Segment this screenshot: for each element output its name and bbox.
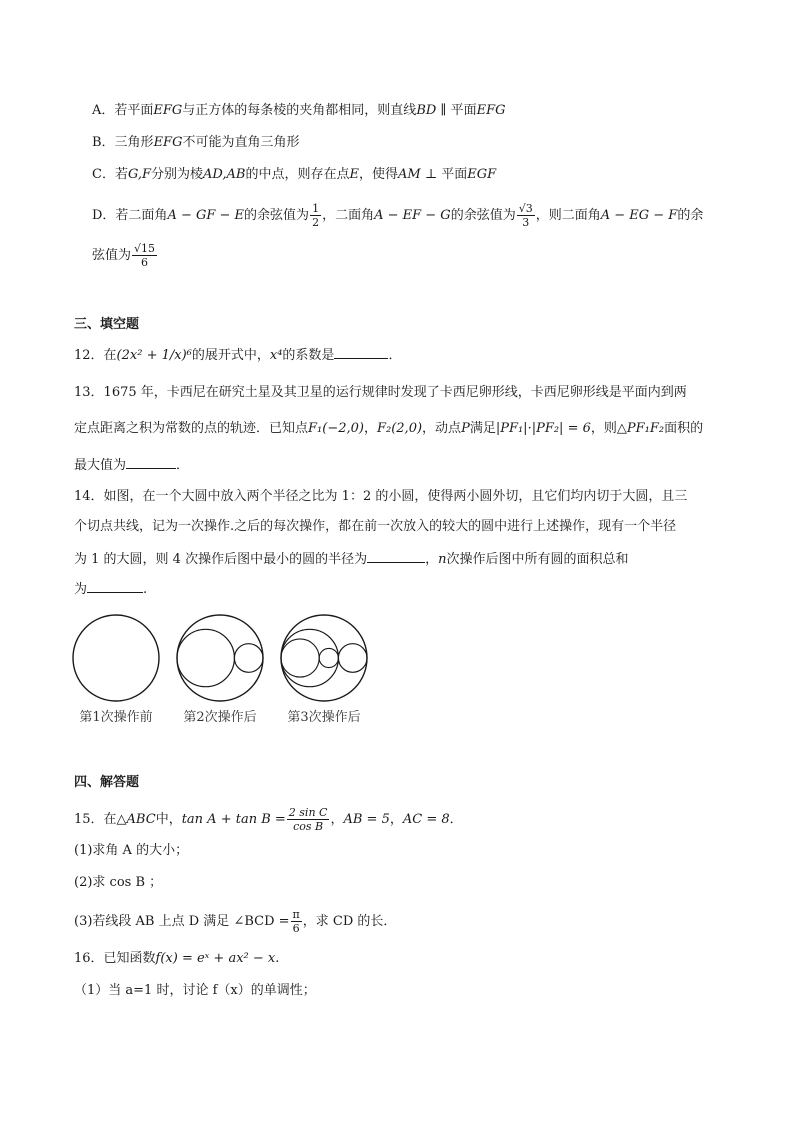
- circle-operations-figure: [70, 612, 390, 712]
- figure3-inner-larger-circle: [281, 639, 319, 677]
- option-d: D．若二面角A − GF − E的余弦值为 $\frac{1}{2}$ ，二面角A − EF − G的余弦值为 $\frac{√3}{3}$ ，则二面角A − EG − F的余: [92, 202, 704, 229]
- fraction-half: $\frac{1}{2}$: [312, 202, 320, 229]
- figure-caption-3: 第3次操作后: [287, 710, 361, 725]
- option-a: A．若平面EFG与正方体的每条棱的夹角都相同，则直线BD ∥ 平面EFG: [92, 103, 506, 118]
- figure2-big-circle: [177, 615, 263, 701]
- question-15-part3: (3)若线段 AB 上点 D 满足 ∠BCD = $\frac{\pi}{6}$ ，求 CD 的长．: [74, 908, 397, 935]
- answer-blank-12[interactable]: [334, 346, 388, 359]
- answer-blank-14b[interactable]: [87, 580, 143, 593]
- figure3-inner-smaller-circle: [319, 648, 338, 667]
- question-14-line1: 14．如图，在一个大圆中放入两个半径之比为 1：2 的小圆，使得两小圆外切，且它们均内切于大圆，且三: [74, 489, 688, 504]
- figure2-larger-small-circle: [177, 629, 234, 686]
- question-15: 15．在△ABC中，tan A + tan B = $\frac{\text{2 sin C}}{\text{cos B}}$ ，AB = 5，AC = 8．: [74, 806, 463, 833]
- question-16-part1: （1）当 a=1 时，讨论 f（x）的单调性；: [74, 983, 316, 998]
- question-15-part1: (1)求角 A 的大小；: [74, 843, 189, 858]
- figure2-smaller-small-circle: [234, 644, 263, 673]
- figure3-larger-small-circle: [281, 629, 338, 686]
- question-14-line4: 为 .: [74, 582, 148, 597]
- fraction-sqrt15-over-6: $\frac{√15}{6}$: [134, 242, 156, 269]
- question-14-line2: 个切点共线，记为一次操作.之后的每次操作，都在前一次放入的较大的圆中进行上述操作，现有一个半径: [74, 519, 677, 534]
- question-12: 12．在(2x² + 1/x)⁶的展开式中，x⁴的系数是 ．: [74, 348, 402, 363]
- option-b: B．三角形EFG不可能为直角三角形: [92, 135, 300, 150]
- question-15-part2: (2)求 cos B ；: [74, 875, 163, 890]
- section-4-title: 四、解答题: [74, 775, 140, 790]
- question-13-line3: 最大值为 ．: [74, 458, 190, 473]
- option-d-line2: 弦值为 $\frac{√15}{6}$: [92, 242, 156, 269]
- fraction-sinC-over-cosB: $\frac{\text{2 sin C}}{\text{cos B}}$: [288, 806, 328, 833]
- figure3-big-circle: [281, 615, 367, 701]
- answer-blank-14a[interactable]: [367, 550, 425, 563]
- option-c: C．若G,F分别为棱AD,AB的中点，则存在点E，使得AM ⊥ 平面EGF: [92, 167, 497, 182]
- figure1-big-circle: [73, 615, 159, 701]
- figure-caption-1: 第1次操作前: [79, 710, 153, 725]
- answer-blank-13[interactable]: [126, 456, 176, 469]
- question-13-line1: 13．1675 年，卡西尼在研究土星及其卫星的运行规律时发现了卡西尼卵形线，卡西尼卵形线是平面内到两: [74, 385, 687, 400]
- question-13-line2: 定点距离之积为常数的点的轨迹．已知点F₁(−2,0)，F₂(2,0)，动点P满足|PF₁|·|PF₂| = 6，则△PF₁F₂面积的: [74, 421, 704, 436]
- question-14-line3: 为 1 的大圆，则 4 次操作后图中最小的圆的半径为 ，n次操作后图中所有圆的面积总和: [74, 552, 629, 567]
- section-3-title: 三、填空题: [74, 317, 140, 332]
- figure3-smaller-small-circle: [338, 644, 367, 673]
- question-16: 16．已知函数f(x) = eˣ + ax² − x.: [74, 951, 280, 966]
- fraction-sqrt3-over-3: $\frac{√3}{3}$: [518, 202, 533, 229]
- figure-caption-2: 第2次操作后: [183, 710, 257, 725]
- fraction-pi-over-6: $\frac{\pi}{6}$: [292, 908, 300, 935]
